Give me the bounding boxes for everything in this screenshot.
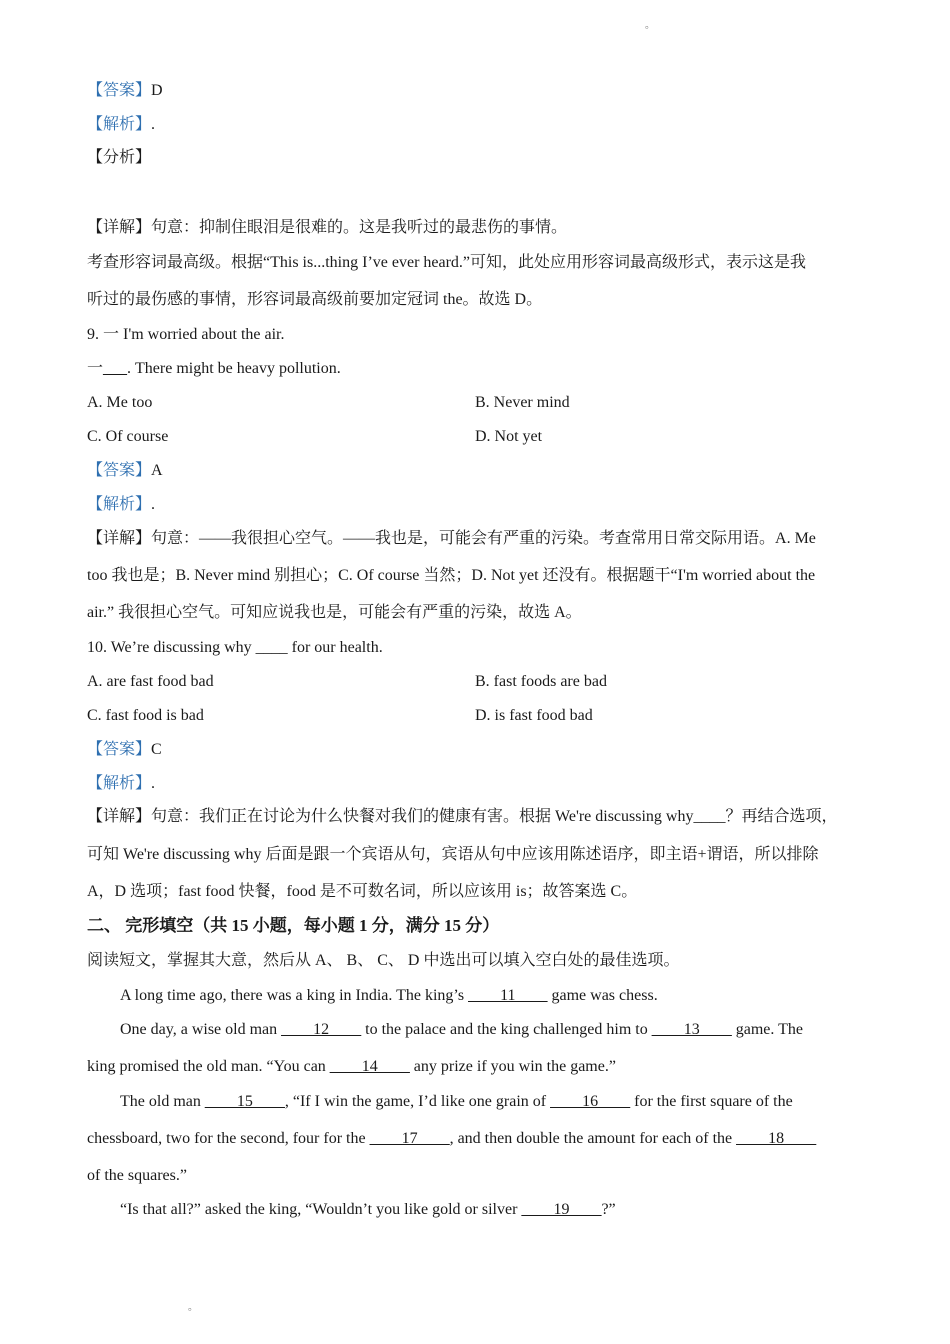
q10-answer: 【答案】C [87,741,162,758]
q10-detail-3: A，D 选项；fast food 快餐，food 是不可数名词，所以应该用 is；故答案选 C。 [87,883,638,900]
q10-stem: 10. We’re discussing why ____ for our health. [87,639,383,656]
q9-detail-3: air.” 我很担心空气。可知应说我也是，可能会有严重的污染，故选 A。 [87,604,582,621]
footer-mark: 。 [188,1302,198,1313]
blank-18: ____18____ [736,1130,817,1147]
blank-15: ____15____ [204,1093,285,1110]
q10-detail-2: 可知 We're discussing why 后面是跟一个宾语从句，宾语从句中应该用陈述语序，即主语+谓语，所以排除 [87,846,819,863]
q10-option-a: A. are fast food bad [87,673,214,690]
q9-option-c: C. Of course [87,428,169,445]
blank-13: ____13____ [651,1021,732,1038]
q9-answer: 【答案】A [87,462,163,479]
q8-detail-2: 考查形容词最高级。根据“This is...thing I’ve ever heard.”可知，此处应用形容词最高级形式，表示这是我 [87,254,807,271]
q9-stem-2: 一___. There might be heavy pollution. [87,360,341,377]
q9-blank: ___ [103,360,128,377]
q8-detail-1: 【详解】句意：抑制住眼泪是很难的。这是我听过的最悲伤的事情。 [87,219,568,236]
header-mark: 。 [645,20,655,31]
passage-line-2: One day, a wise old man ____12____ to the palace and the king challenged him to ____13____ game. The [120,1021,803,1038]
q8-answer: 【答案】D [87,82,163,99]
q8-analysis: 【解析】. [87,116,156,133]
blank-16: ____16____ [550,1093,631,1110]
q8-fenxi: 【分析】 [87,149,152,166]
q9-option-a: A. Me too [87,394,153,411]
q9-stem-1: 9. 一 I'm worried about the air. [87,326,285,343]
passage-line-6: of the squares.” [87,1167,187,1184]
passage-line-4: The old man ____15____, “If I win the game, I’d like one grain of ____16____ for the first square of the [120,1093,793,1110]
passage-line-5: chessboard, two for the second, four for the ____17____, and then double the amount for each of the ____18____ [87,1130,817,1147]
blank-12: ____12____ [281,1021,362,1038]
passage-line-3: king promised the old man. “You can ____14____ any prize if you win the game.” [87,1058,616,1075]
section-heading: 二、 完形填空（共 15 小题，每小题 1 分，满分 15 分） [87,916,500,935]
q9-detail-1: 【详解】句意：——我很担心空气。——我也是，可能会有严重的污染。考查常用日常交际用语。A. Me [87,530,816,547]
blank-14: ____14____ [329,1058,410,1075]
q10-option-d: D. is fast food bad [475,707,593,724]
passage-line-7: “Is that all?” asked the king, “Wouldn’t you like gold or silver ____19____?” [120,1201,616,1218]
blank-19: ____19____ [521,1201,602,1218]
section-instruction: 阅读短文，掌握其大意，然后从 A、 B、 C、 D 中选出可以填入空白处的最佳选项。 [87,952,680,969]
q9-option-b: B. Never mind [475,394,570,411]
blank-11: ____11____ [468,987,548,1004]
q9-detail-2: too 我也是；B. Never mind 别担心；C. Of course 当然；D. Not yet 还没有。根据题干“I'm worried about the [87,567,816,584]
q8-detail-3: 听过的最伤感的事情，形容词最高级前要加定冠词 the。故选 D。 [87,291,543,308]
passage-line-1: A long time ago, there was a king in India. The king’s ____11____ game was chess. [120,987,658,1004]
q10-detail-1: 【详解】句意：我们正在讨论为什么快餐对我们的健康有害。根据 We're discussing why____？再结合选项， [87,808,838,825]
q9-analysis: 【解析】. [87,496,156,513]
q10-option-b: B. fast foods are bad [475,673,607,690]
blank-17: ____17____ [369,1130,450,1147]
q10-analysis: 【解析】. [87,775,156,792]
q10-option-c: C. fast food is bad [87,707,204,724]
q9-option-d: D. Not yet [475,428,543,445]
